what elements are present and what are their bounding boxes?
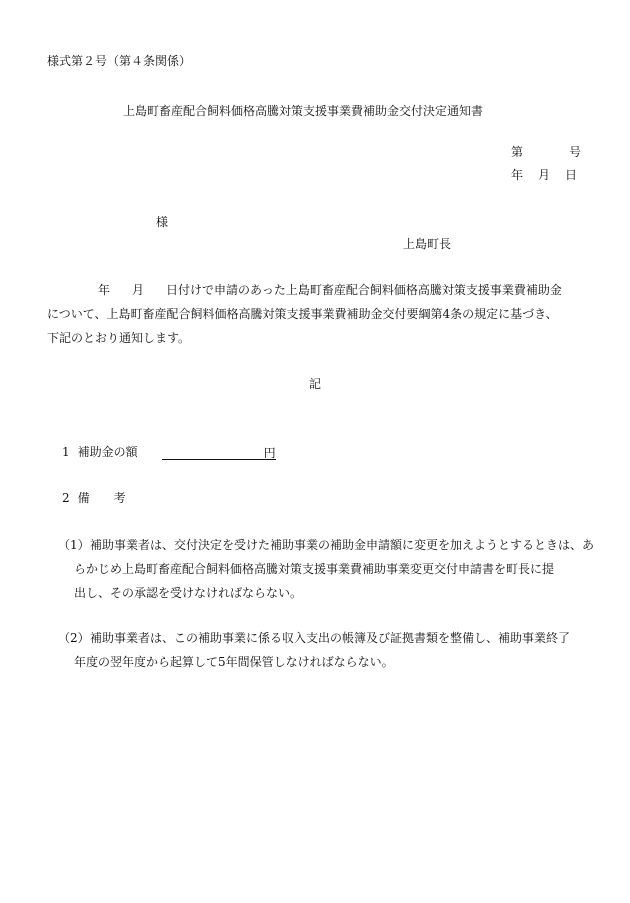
item-2-label-a: 備 bbox=[77, 491, 90, 505]
ki-heading: 記 bbox=[309, 377, 322, 391]
issuer-name: 上島町長 bbox=[403, 237, 452, 251]
item-1-number: 1 bbox=[62, 445, 70, 459]
amount-blank-line bbox=[162, 445, 264, 460]
body-month: 月 bbox=[132, 283, 145, 297]
document-date bbox=[511, 167, 577, 183]
body-line-3: 下記のとおり通知します。 bbox=[47, 331, 191, 345]
form-label: 様式第２号（第４条関係） bbox=[47, 54, 192, 68]
note-1-line-2: らかじめ上島町畜産配合飼料価格高騰対策支援事業費補助事業変更交付申請書を町長に提 bbox=[74, 562, 555, 576]
document-number bbox=[511, 144, 581, 160]
note-2-line-2: 年度の翌年度から起算して5年間保管しなければならない。 bbox=[74, 655, 394, 669]
item-1-label: 補助金の額 bbox=[77, 445, 138, 459]
note-1-number: （1） bbox=[58, 538, 90, 552]
item-2-number: 2 bbox=[62, 491, 70, 505]
body-line-1 bbox=[98, 282, 562, 298]
item-2-remarks bbox=[62, 490, 126, 506]
doc-number-suffix: 号 bbox=[569, 145, 582, 159]
body-line-2: について、上島町畜産配合飼料価格高騰対策支援事業費補助金交付要綱第4条の規定に基づき、 bbox=[47, 307, 558, 321]
item-1-amount bbox=[62, 444, 276, 460]
doc-number-prefix: 第 bbox=[511, 145, 524, 159]
document-title: 上島町畜産配合飼料価格高騰対策支援事業費補助金交付決定通知書 bbox=[123, 104, 484, 118]
addressee-suffix: 様 bbox=[156, 215, 169, 229]
note-2-number: （2） bbox=[58, 631, 90, 645]
item-2-label-b: 考 bbox=[113, 491, 126, 505]
body-line-1-text: 日付けで申請のあった上島町畜産配合飼料価格高騰対策支援事業費補助金 bbox=[166, 283, 562, 297]
note-1-line-3: 出し、その承認を受けなければならない。 bbox=[74, 586, 303, 600]
amount-unit: 円 bbox=[263, 446, 276, 460]
body-year: 年 bbox=[98, 283, 111, 297]
date-day: 日 bbox=[565, 168, 578, 182]
note-1-line-1: 補助事業者は、交付決定を受けた補助事業の補助金申請額に変更を加えようとするときは、あ bbox=[90, 538, 595, 552]
note-2-line-1: 補助事業者は、この補助事業に係る収入支出の帳簿及び証拠書類を整備し、補助事業終了 bbox=[90, 631, 571, 645]
date-year: 年 bbox=[511, 168, 524, 182]
date-month: 月 bbox=[538, 168, 551, 182]
